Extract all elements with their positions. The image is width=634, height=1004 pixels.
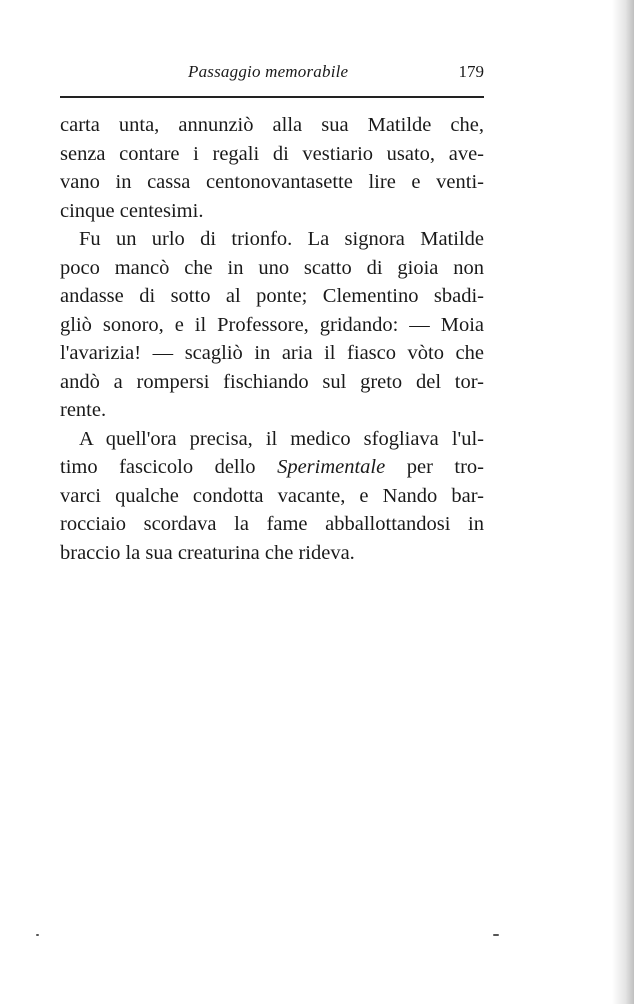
text-line: rocciaio scordava la fame abballottandosi in	[60, 513, 484, 535]
page-header	[60, 62, 484, 90]
text-line: andò a rompersi fischiando sul greto del tor-	[60, 370, 484, 393]
paper-speck	[493, 934, 499, 936]
header-rule	[60, 96, 484, 98]
text-fragment: per tro-	[406, 456, 485, 478]
text-line: vano in cassa centonovantasette lire e venti-	[60, 171, 484, 193]
text-line: cinque centesimi.	[60, 199, 204, 222]
text-line: Fu un urlo di trionfo. La signora Matilde	[79, 228, 484, 250]
text-line: varci qualche condotta vacante, e Nando bar-	[60, 484, 484, 507]
page-edge-shadow	[612, 0, 634, 1004]
text-line: l'avarizia! — scagliò in aria il fiasco vòto che	[60, 342, 484, 364]
text-line: poco mancò che in uno scatto di gioia non	[60, 256, 484, 279]
paragraph-2	[60, 225, 484, 425]
text-line: rente.	[60, 399, 107, 421]
text-fragment: timo fascicolo dello	[60, 456, 256, 478]
page-number: 179	[458, 62, 484, 81]
paper-speck	[36, 934, 39, 936]
text-line: A quell'ora precisa, il medico sfogliava l'ul-	[79, 427, 484, 450]
text-line: andasse di sotto al ponte; Clementino sbadi-	[60, 285, 484, 307]
paragraph-1	[60, 111, 484, 225]
text-line: braccio la sua creaturina che rideva.	[60, 541, 355, 564]
text-line: senza contare i regali di vestiario usato, ave-	[60, 142, 484, 165]
body-text	[60, 111, 484, 567]
text-line-with-italic	[60, 453, 484, 482]
text-line: gliò sonoro, e il Professore, gridando: — Moia	[60, 313, 484, 336]
text-line: carta unta, annunziò alla sua Matilde che,	[60, 114, 484, 136]
paragraph-3	[60, 425, 484, 568]
running-title: Passaggio memorabile	[188, 62, 349, 81]
italic-title: Sperimentale	[277, 456, 386, 478]
